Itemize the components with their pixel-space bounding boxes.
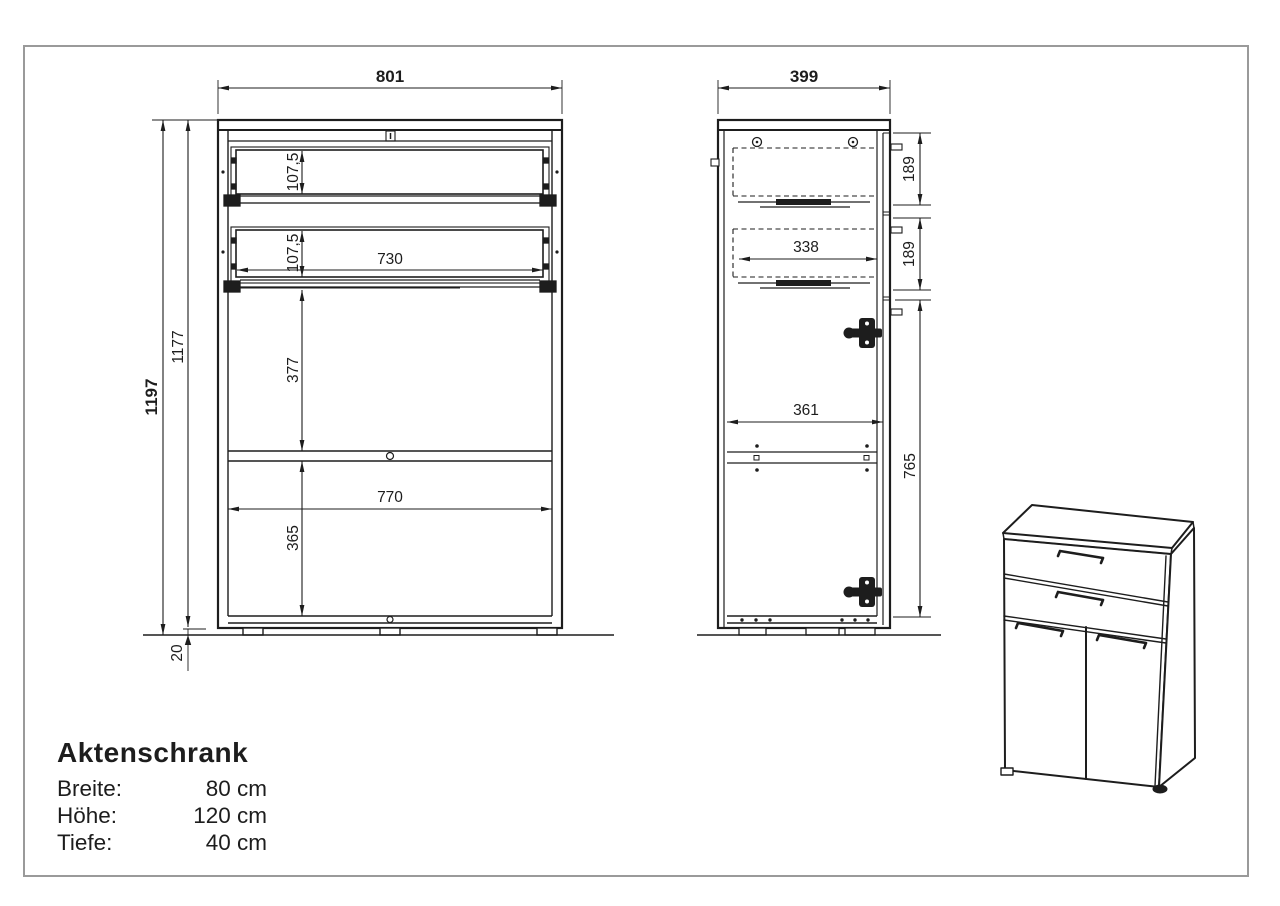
foot-icon	[537, 628, 557, 635]
spec-row-width	[57, 775, 267, 802]
dim-side-drawer-depth-label: 338	[793, 239, 819, 256]
spec-row-depth	[57, 829, 267, 856]
dim-front-width-label: 801	[375, 67, 405, 86]
front-view-drawing	[143, 120, 614, 635]
side-view-drawing	[697, 120, 941, 635]
dim-front-total-height-label: 1197	[142, 378, 161, 416]
dim-front-carcass-height-label: 1177	[170, 330, 187, 364]
product-title: Aktenschrank	[57, 737, 249, 768]
foot-icon	[739, 628, 766, 635]
foot-icon	[380, 628, 400, 635]
spec-value: 40 cm	[205, 830, 267, 855]
dim-side-depth-label: 399	[789, 67, 819, 86]
drawer-bracket-icon	[540, 281, 556, 292]
dim-front-middle-label: 377	[285, 357, 302, 383]
spec-label: Höhe:	[57, 803, 118, 828]
dim-front-drawer-width-label: 730	[377, 251, 403, 268]
spec-value: 80 cm	[205, 776, 267, 801]
dim-front-bottom-label: 365	[285, 525, 302, 551]
drawer-bracket-icon	[224, 281, 240, 292]
dim-side-drawer1-zone-label: 189	[901, 156, 918, 182]
drawer-bracket-icon	[224, 195, 240, 206]
dim-front-drawer2-height-label: 107,5	[285, 233, 302, 273]
dowel-pin-icon	[891, 227, 902, 233]
title-block	[57, 737, 267, 856]
foot-icon	[243, 628, 263, 635]
cabinet-3d-drawing	[1001, 505, 1195, 794]
dim-side-drawer2-zone-label: 189	[901, 241, 918, 267]
foot-icon	[845, 628, 875, 635]
spec-label: Breite:	[57, 776, 123, 801]
dim-side-door-zone-label: 765	[902, 453, 919, 479]
foot-icon	[806, 628, 839, 635]
dowel-pin-icon	[891, 309, 902, 315]
cabinet-3d-front-face	[1004, 539, 1171, 787]
spec-value: 120 cm	[193, 803, 267, 828]
dowel-pin-icon	[891, 144, 902, 150]
dim-front-drawer1-height-label: 107,5	[285, 152, 302, 192]
dim-side-clear-depth-label: 361	[793, 402, 819, 419]
spec-row-height	[57, 802, 267, 829]
foot-icon	[1001, 768, 1013, 775]
drawer-bracket-icon	[540, 195, 556, 206]
foot-icon	[1153, 785, 1168, 794]
dim-front-clear-width-label: 770	[377, 489, 403, 506]
spec-label: Tiefe:	[57, 830, 113, 855]
dim-front-plinth-label: 20	[169, 644, 186, 662]
